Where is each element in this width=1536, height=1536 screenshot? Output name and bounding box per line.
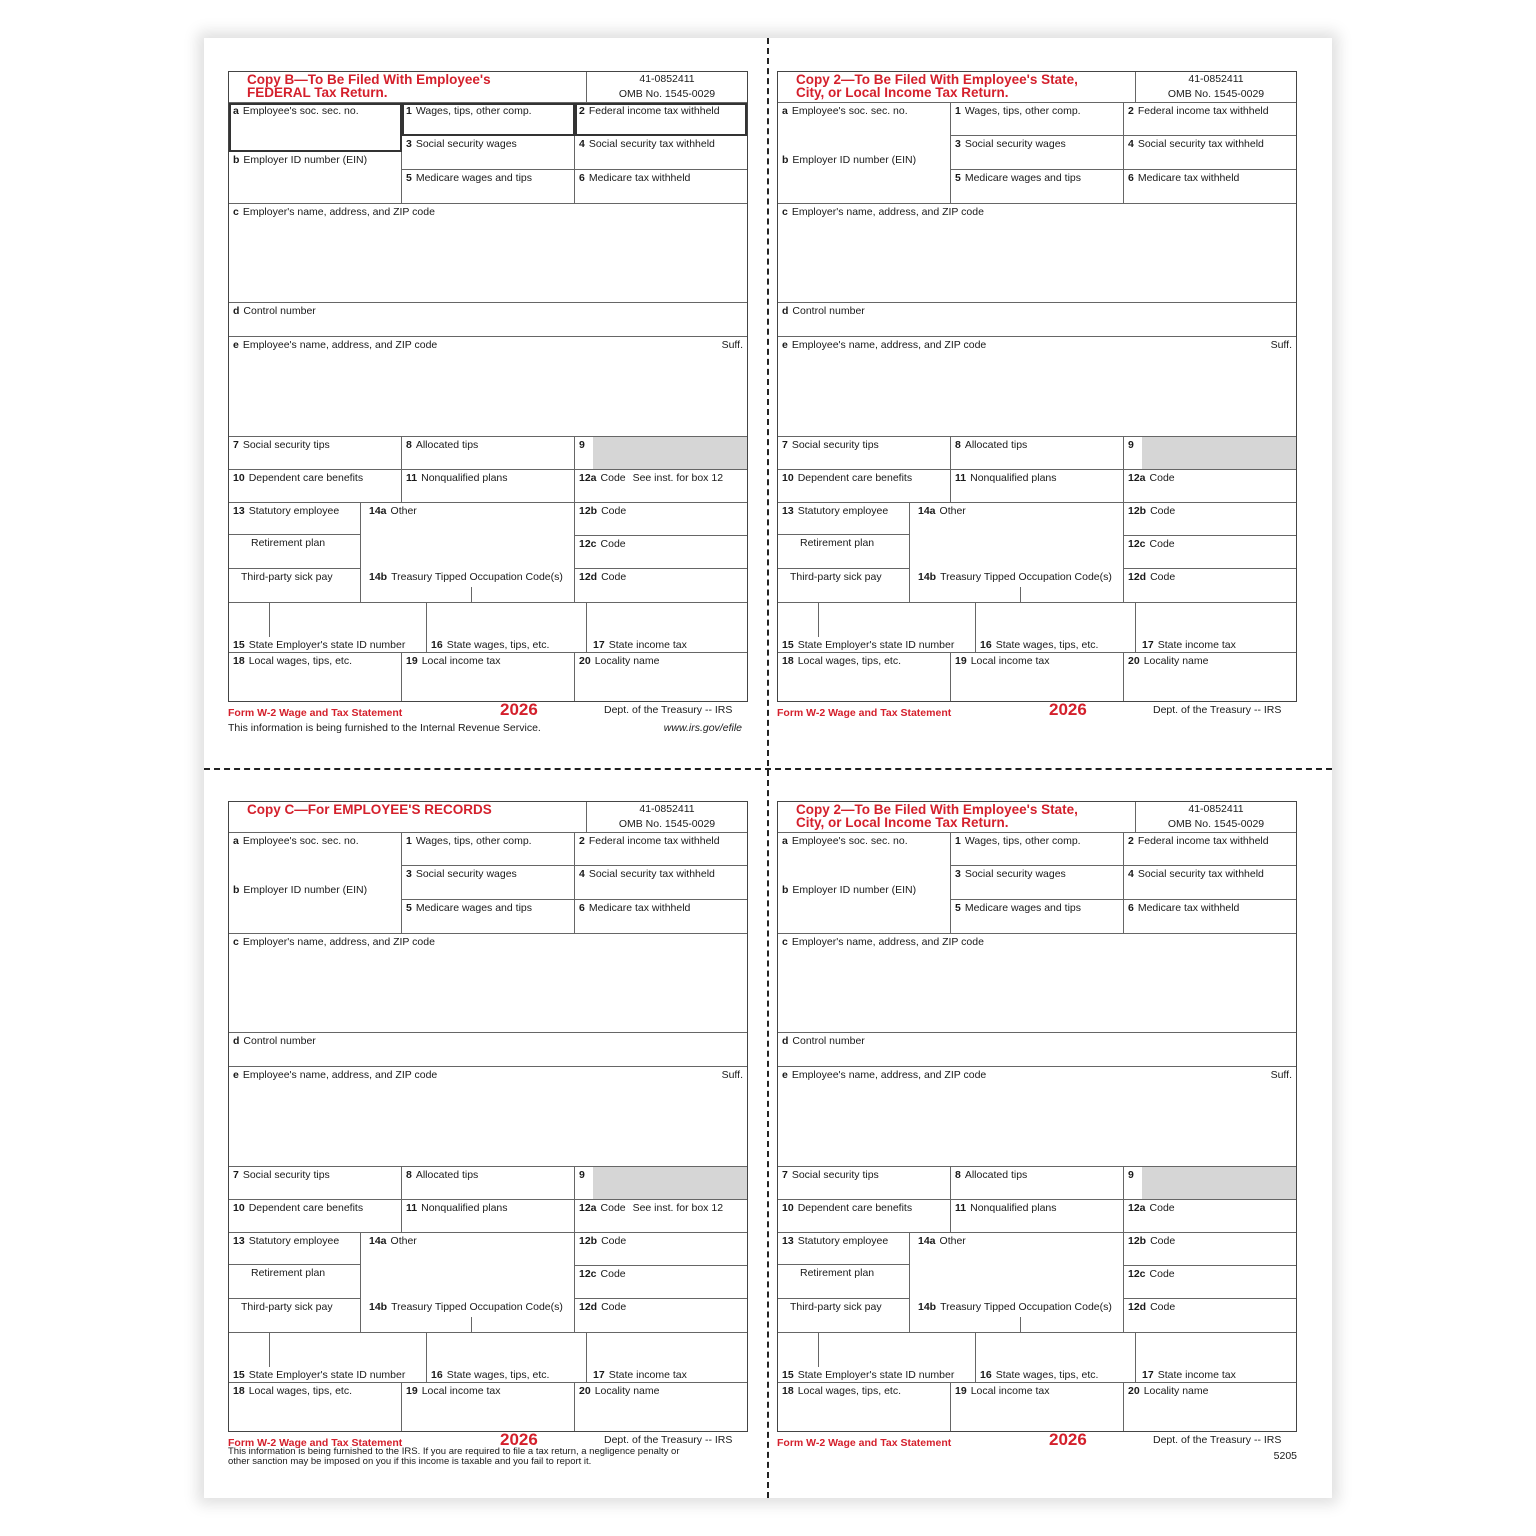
penalty-note: This information is being furnished to the IRS. If you are required to file a tax return, a negligence penalty or other sanction may be imposed on you if this income is taxable and you fail to report it. [228,1446,680,1467]
box-16-state-wages[interactable]: 16 State wages, tips, etc. [427,1333,587,1383]
box-a-ssn[interactable]: a Employee's soc. sec. no. [229,103,402,152]
box-12b[interactable]: 12b Code [575,503,747,536]
box-12c[interactable]: 12c Code [1124,1266,1296,1299]
box-2-federal-tax[interactable]: 2 Federal income tax withheld [1124,103,1296,136]
omb-box [587,802,747,833]
form-name: Form W-2 Wage and Tax Statement [777,1437,952,1449]
box-7-ss-tips[interactable]: 7 Social security tips [229,1167,402,1200]
box-3-ss-wages[interactable]: 3 Social security wages [402,866,575,900]
tax-year: 2026 [500,700,538,719]
employer-ein-header: 41-0852411 [1188,803,1244,815]
box-9: 9 [1124,1167,1296,1200]
tax-year: 2026 [1049,700,1087,719]
box-18-local-wages[interactable]: 18 Local wages, tips, etc. [229,1383,402,1431]
box-4-ss-tax[interactable]: 4 Social security tax withheld [575,866,747,900]
box-16-state-wages[interactable]: 16 State wages, tips, etc. [976,1333,1136,1383]
box-7-ss-tips[interactable]: 7 Social security tips [778,1167,951,1200]
box-13-third-party[interactable]: Third-party sick pay [778,1299,910,1333]
box-6-medicare-tax[interactable]: 6 Medicare tax withheld [1124,900,1296,934]
omb-box [587,72,747,103]
box-20-locality[interactable]: 20 Locality name [579,1385,660,1397]
box-e-employee-name[interactable]: e Employee's name, address, and ZIP code Suff. [229,1067,747,1167]
omb-number: OMB No. 1545-0029 [618,818,716,830]
box-9: 9 [1124,437,1296,470]
box-14b-divider [471,1317,472,1333]
box-d-control-number[interactable]: d Control number [229,1033,747,1067]
box-5-medicare-wages[interactable]: 5 Medicare wages and tips [951,170,1124,204]
box-2-federal-tax[interactable]: 2 Federal income tax withheld [575,833,747,866]
box-9-shading [1142,437,1296,469]
box-3-ss-wages[interactable]: 3 Social security wages [951,136,1124,170]
box-14b-divider [471,587,472,603]
box-13-statutory[interactable]: 13 Statutory employee [229,1233,361,1265]
box-d-control-number[interactable]: d Control number [229,303,747,337]
w2-copy-1 [228,71,748,771]
w2-copy-3 [228,801,748,1501]
suffix-label: Suff. [1270,339,1292,351]
box-14b-tipped[interactable]: 14b Treasury Tipped Occupation Code(s) [910,1299,1124,1333]
box-12a[interactable]: 12a Code [1124,470,1296,503]
box-17-state-tax[interactable]: 17 State income tax [1136,1333,1296,1383]
box-12d[interactable]: 12d Code [575,569,747,603]
box-11-nonqualified[interactable]: 11 Nonqualified plans [402,1200,575,1233]
box-12d[interactable]: 12d Code [575,1299,747,1333]
box-8-allocated-tips[interactable]: 8 Allocated tips [951,1167,1124,1200]
box-6-medicare-tax[interactable]: 6 Medicare tax withheld [1124,170,1296,204]
box-12c[interactable]: 12c Code [575,536,747,569]
omb-number: OMB No. 1545-0029 [1167,818,1265,830]
box-13-retirement[interactable]: Retirement plan [229,1265,361,1299]
box-14a-other[interactable]: 14a Other [361,503,575,569]
box-15-state[interactable]: 15 State Employer's state ID number [229,603,427,653]
employer-ein-header: 41-0852411 [1188,73,1244,85]
box-c-employer-name[interactable]: c Employer's name, address, and ZIP code [778,934,1296,1033]
omb-number: OMB No. 1545-0029 [618,88,716,100]
box-12d[interactable]: 12d Code [1124,1299,1296,1333]
box-14b-tipped[interactable]: 14b Treasury Tipped Occupation Code(s) [361,1299,575,1333]
efile-link[interactable]: www.irs.gov/efile [663,722,742,734]
box-9: 9 [575,1167,747,1200]
w2-copy-4 [777,801,1297,1501]
w2-form-grid [777,71,1297,702]
box-13-retirement[interactable]: Retirement plan [778,1265,910,1299]
employer-ein-header: 41-0852411 [639,73,695,85]
box-15-state[interactable]: 15 State Employer's state ID number [778,1333,976,1383]
box-19-local-tax[interactable]: 19 Local income tax [951,653,1124,701]
treasury-dept: Dept. of the Treasury -- IRS [1153,704,1282,716]
box-5-medicare-wages[interactable]: 5 Medicare wages and tips [951,900,1124,934]
box-a-ssn[interactable]: a Employee's soc. sec. no. [229,833,402,882]
box-1-wages[interactable]: 1 Wages, tips, other comp. [951,103,1124,136]
tax-year: 2026 [1049,1430,1087,1449]
box-12a[interactable]: 12a Code [1124,1200,1296,1233]
box-a-ssn[interactable]: a Employee's soc. sec. no. [778,103,951,152]
box-12d[interactable]: 12d Code [1124,569,1296,603]
box-3-ss-wages[interactable]: 3 Social security wages [951,866,1124,900]
box-14a-other[interactable]: 14a Other [910,1233,1124,1299]
box-4-ss-tax[interactable]: 4 Social security tax withheld [1124,866,1296,900]
box-15-divider [269,1333,270,1367]
box-12a-note: See inst. for box 12 [632,1202,724,1214]
box-19-local-tax[interactable]: 19 Local income tax [951,1383,1124,1431]
treasury-dept: Dept. of the Treasury -- IRS [604,704,733,716]
box-12b[interactable]: 12b Code [1124,503,1296,536]
box-12b[interactable]: 12b Code [575,1233,747,1266]
treasury-dept: Dept. of the Treasury -- IRS [604,1434,733,1446]
horizontal-cut-line [204,768,1332,770]
box-12a-note: See inst. for box 12 [632,472,724,484]
box-e-employee-name[interactable]: e Employee's name, address, and ZIP code Suff. [778,337,1296,437]
box-13-third-party[interactable]: Third-party sick pay [229,1299,361,1333]
form-name: Form W-2 Wage and Tax Statement [777,707,952,719]
box-15-divider [269,603,270,637]
suffix-label: Suff. [721,1069,743,1081]
box-d-control-number[interactable]: d Control number [778,303,1296,337]
box-1-wages[interactable]: 1 Wages, tips, other comp. [402,833,575,866]
copy-title: Copy C—For EMPLOYEE'S RECORDS [229,802,587,833]
w2-copy-2 [777,71,1297,771]
box-17-state-tax[interactable]: 17 State income tax [587,1333,747,1383]
box-10-dependent-care[interactable]: 10 Dependent care benefits [778,470,951,503]
box-2-federal-tax[interactable]: 2 Federal income tax withheld [1124,833,1296,866]
box-14b-divider [1020,1317,1021,1333]
box-12b[interactable]: 12b Code [1124,1233,1296,1266]
suffix-label: Suff. [721,339,743,351]
box-13-third-party[interactable]: Third-party sick pay [778,569,910,603]
box-5-medicare-wages[interactable]: 5 Medicare wages and tips [402,900,575,934]
box-10-dependent-care[interactable]: 10 Dependent care benefits [229,470,402,503]
box-8-allocated-tips[interactable]: 8 Allocated tips [951,437,1124,470]
box-17-state-tax[interactable]: 17 State income tax [587,603,747,653]
box-e-employee-name[interactable]: e Employee's name, address, and ZIP code Suff. [229,337,747,437]
box-13-retirement[interactable]: Retirement plan [229,535,361,569]
box-6-medicare-tax[interactable]: 6 Medicare tax withheld [575,170,747,204]
copy-title: Copy B—To Be Filed With Employee's FEDERAL Tax Return. [229,72,587,103]
tax-year: 2026 [500,1430,538,1449]
box-20-locality[interactable]: 20 Locality name [1128,655,1209,667]
part-number: 5205 [1273,1450,1297,1462]
box-3-ss-wages[interactable]: 3 Social security wages [402,136,575,170]
box-18-local-wages[interactable]: 18 Local wages, tips, etc. [229,653,402,701]
copy-title: Copy 2—To Be Filed With Employee's State, City, or Local Income Tax Return. [778,802,1136,833]
box-9-shading [593,437,747,469]
box-c-employer-name[interactable]: c Employer's name, address, and ZIP code [229,204,747,303]
form-name: Form W-2 Wage and Tax Statement [228,707,403,719]
box-b-ein[interactable]: b Employer ID number (EIN) [778,152,951,204]
box-18-local-wages[interactable]: 18 Local wages, tips, etc. [778,1383,951,1431]
box-11-nonqualified[interactable]: 11 Nonqualified plans [951,470,1124,503]
box-12a[interactable]: 12a Code See inst. for box 12 [575,470,747,503]
box-12c[interactable]: 12c Code [575,1266,747,1299]
box-19-local-tax[interactable]: 19 Local income tax [402,1383,575,1431]
box-14a-other[interactable]: 14a Other [910,503,1124,569]
w2-form-grid [228,71,748,702]
box-15-divider [818,1333,819,1367]
box-c-employer-name[interactable]: c Employer's name, address, and ZIP code [229,934,747,1033]
box-15-state[interactable]: 15 State Employer's state ID number [778,603,976,653]
box-1-wages[interactable]: 1 Wages, tips, other comp. [402,103,575,136]
box-20-locality[interactable]: 20 Locality name [579,655,660,667]
box-14b-divider [1020,587,1021,603]
box-11-nonqualified[interactable]: 11 Nonqualified plans [402,470,575,503]
copy-title: Copy 2—To Be Filed With Employee's State, City, or Local Income Tax Return. [778,72,1136,103]
box-c-employer-name[interactable]: c Employer's name, address, and ZIP code [778,204,1296,303]
box-9-shading [593,1167,747,1199]
box-9: 9 [575,437,747,470]
box-15-state[interactable]: 15 State Employer's state ID number [229,1333,427,1383]
box-a-ssn[interactable]: a Employee's soc. sec. no. [778,833,951,882]
employer-ein-header: 41-0852411 [639,803,695,815]
box-13-statutory[interactable]: 13 Statutory employee [229,503,361,535]
treasury-dept: Dept. of the Treasury -- IRS [1153,1434,1282,1446]
box-7-ss-tips[interactable]: 7 Social security tips [229,437,402,470]
box-8-allocated-tips[interactable]: 8 Allocated tips [402,437,575,470]
box-15-divider [818,603,819,637]
box-7-ss-tips[interactable]: 7 Social security tips [778,437,951,470]
box-e-employee-name[interactable]: e Employee's name, address, and ZIP code Suff. [778,1067,1296,1167]
box-d-control-number[interactable]: d Control number [778,1033,1296,1067]
suffix-label: Suff. [1270,1069,1292,1081]
box-13-statutory[interactable]: 13 Statutory employee [778,1233,910,1265]
box-13-retirement[interactable]: Retirement plan [778,535,910,569]
box-8-allocated-tips[interactable]: 8 Allocated tips [402,1167,575,1200]
box-b-ein[interactable]: b Employer ID number (EIN) [778,882,951,934]
box-b-ein[interactable]: b Employer ID number (EIN) [229,152,402,204]
box-10-dependent-care[interactable]: 10 Dependent care benefits [778,1200,951,1233]
omb-box [1136,72,1296,103]
box-9-shading [1142,1167,1296,1199]
irs-note: This information is being furnished to the Internal Revenue Service. [228,722,541,734]
omb-number: OMB No. 1545-0029 [1167,88,1265,100]
box-14b-tipped[interactable]: 14b Treasury Tipped Occupation Code(s) [910,569,1124,603]
box-18-local-wages[interactable]: 18 Local wages, tips, etc. [778,653,951,701]
box-b-ein[interactable]: b Employer ID number (EIN) [229,882,402,934]
box-16-state-wages[interactable]: 16 State wages, tips, etc. [427,603,587,653]
box-5-medicare-wages[interactable]: 5 Medicare wages and tips [402,170,575,204]
box-12a[interactable]: 12a Code See inst. for box 12 [575,1200,747,1233]
box-19-local-tax[interactable]: 19 Local income tax [402,653,575,701]
w2-form-grid [228,801,748,1432]
w2-form-grid [777,801,1297,1432]
box-16-state-wages[interactable]: 16 State wages, tips, etc. [976,603,1136,653]
box-14a-other[interactable]: 14a Other [361,1233,575,1299]
box-2-federal-tax[interactable]: 2 Federal income tax withheld [575,103,747,136]
box-12c[interactable]: 12c Code [1124,536,1296,569]
box-1-wages[interactable]: 1 Wages, tips, other comp. [951,833,1124,866]
omb-box [1136,802,1296,833]
box-4-ss-tax[interactable]: 4 Social security tax withheld [575,136,747,170]
box-11-nonqualified[interactable]: 11 Nonqualified plans [951,1200,1124,1233]
box-20-locality[interactable]: 20 Locality name [1128,1385,1209,1397]
box-14b-tipped[interactable]: 14b Treasury Tipped Occupation Code(s) [361,569,575,603]
form-name: Form W-2 Wage and Tax Statement [228,1437,403,1449]
box-4-ss-tax[interactable]: 4 Social security tax withheld [1124,136,1296,170]
box-13-third-party[interactable]: Third-party sick pay [229,569,361,603]
box-10-dependent-care[interactable]: 10 Dependent care benefits [229,1200,402,1233]
box-6-medicare-tax[interactable]: 6 Medicare tax withheld [575,900,747,934]
box-17-state-tax[interactable]: 17 State income tax [1136,603,1296,653]
box-13-statutory[interactable]: 13 Statutory employee [778,503,910,535]
